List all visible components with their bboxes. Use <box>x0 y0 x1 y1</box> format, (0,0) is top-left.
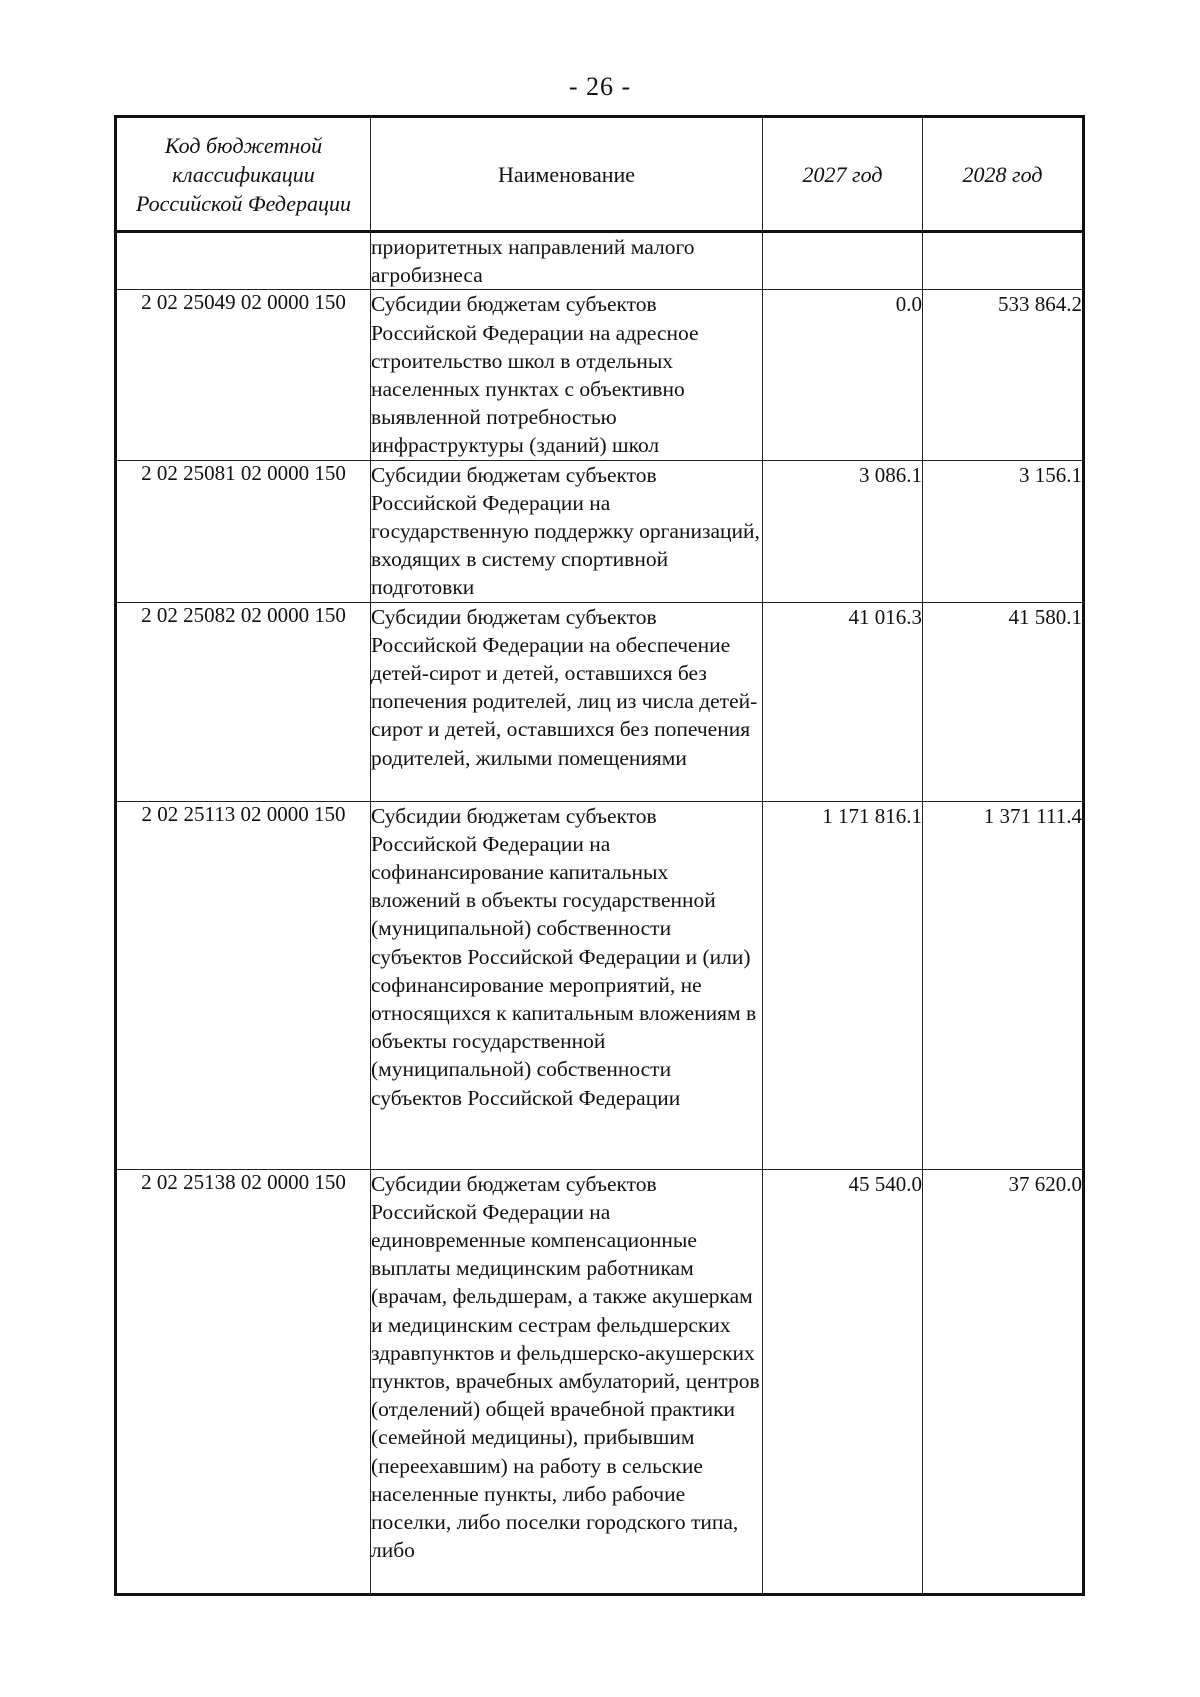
row-value-2028 <box>923 232 1084 290</box>
row-code: 2 02 25049 02 0000 150 <box>116 290 371 460</box>
row-name: Субсидии бюджетам субъектов Российской Федерации на софинансирование капитальных вложений в объекты государственной (муниципальной) собственности субъектов Российской Федерации и (или) софинансирование мероприятий, не относящихся к капитальным вложениям в объекты государственной (муниципальной) собственности субъектов Российской Федерации <box>371 801 763 1169</box>
page-number: - 26 - <box>568 72 632 101</box>
header-year-2027: 2027 год <box>763 117 923 232</box>
table-row <box>116 801 1084 1169</box>
table-header-row <box>116 117 1084 232</box>
row-name: Субсидии бюджетам субъектов Российской Федерации на единовременные компенсационные выплаты медицинским работникам (врачам, фельдшерам, а также акушеркам и медицинским сестрам фельдшерских здравпунктов и фельдшерско-акушерских пунктов, врачебных амбулаторий, центров (отделений) общей врачебной практики (семейной медицины), прибывшим (переехавшим) на работу в сельские населенные пункты, либо рабочие поселки, либо поселки городского типа, либо <box>371 1169 763 1594</box>
row-value-2027: 1 171 816.1 <box>763 801 923 1169</box>
table-row <box>116 290 1084 460</box>
row-value-2028: 37 620.0 <box>923 1169 1084 1594</box>
header-code: Код бюджетной классификации Российской Федерации <box>116 117 371 232</box>
table-row <box>116 602 1084 801</box>
row-value-2028: 41 580.1 <box>923 602 1084 801</box>
table-row <box>116 460 1084 602</box>
row-value-2027: 0.0 <box>763 290 923 460</box>
row-value-2027: 3 086.1 <box>763 460 923 602</box>
header-name: Наименование <box>371 117 763 232</box>
row-name: Субсидии бюджетам субъектов Российской Федерации на адресное строительство школ в отдельных населенных пунктах с объективно выявленной потребностью инфраструктуры (зданий) школ <box>371 290 763 460</box>
row-value-2027: 41 016.3 <box>763 602 923 801</box>
row-value-2028: 1 371 111.4 <box>923 801 1084 1169</box>
row-value-2027 <box>763 232 923 290</box>
row-code: 2 02 25113 02 0000 150 <box>116 801 371 1169</box>
row-code <box>116 232 371 290</box>
row-name: Субсидии бюджетам субъектов Российской Федерации на государственную поддержку организаций, входящих в систему спортивной подготовки <box>371 460 763 602</box>
row-code: 2 02 25081 02 0000 150 <box>116 460 371 602</box>
table-row <box>116 232 1084 290</box>
row-name: приоритетных направлений малого агробизнеса <box>371 232 763 290</box>
row-name: Субсидии бюджетам субъектов Российской Федерации на обеспечение детей-сирот и детей, оставшихся без попечения родителей, лиц из числа детей-сирот и детей, оставшихся без попечения родителей, жилыми помещениями <box>371 602 763 801</box>
row-value-2027: 45 540.0 <box>763 1169 923 1594</box>
row-code: 2 02 25138 02 0000 150 <box>116 1169 371 1594</box>
table-row <box>116 1169 1084 1594</box>
row-value-2028: 3 156.1 <box>923 460 1084 602</box>
header-year-2028: 2028 год <box>923 117 1084 232</box>
budget-table <box>114 115 1085 1596</box>
row-value-2028: 533 864.2 <box>923 290 1084 460</box>
row-code: 2 02 25082 02 0000 150 <box>116 602 371 801</box>
